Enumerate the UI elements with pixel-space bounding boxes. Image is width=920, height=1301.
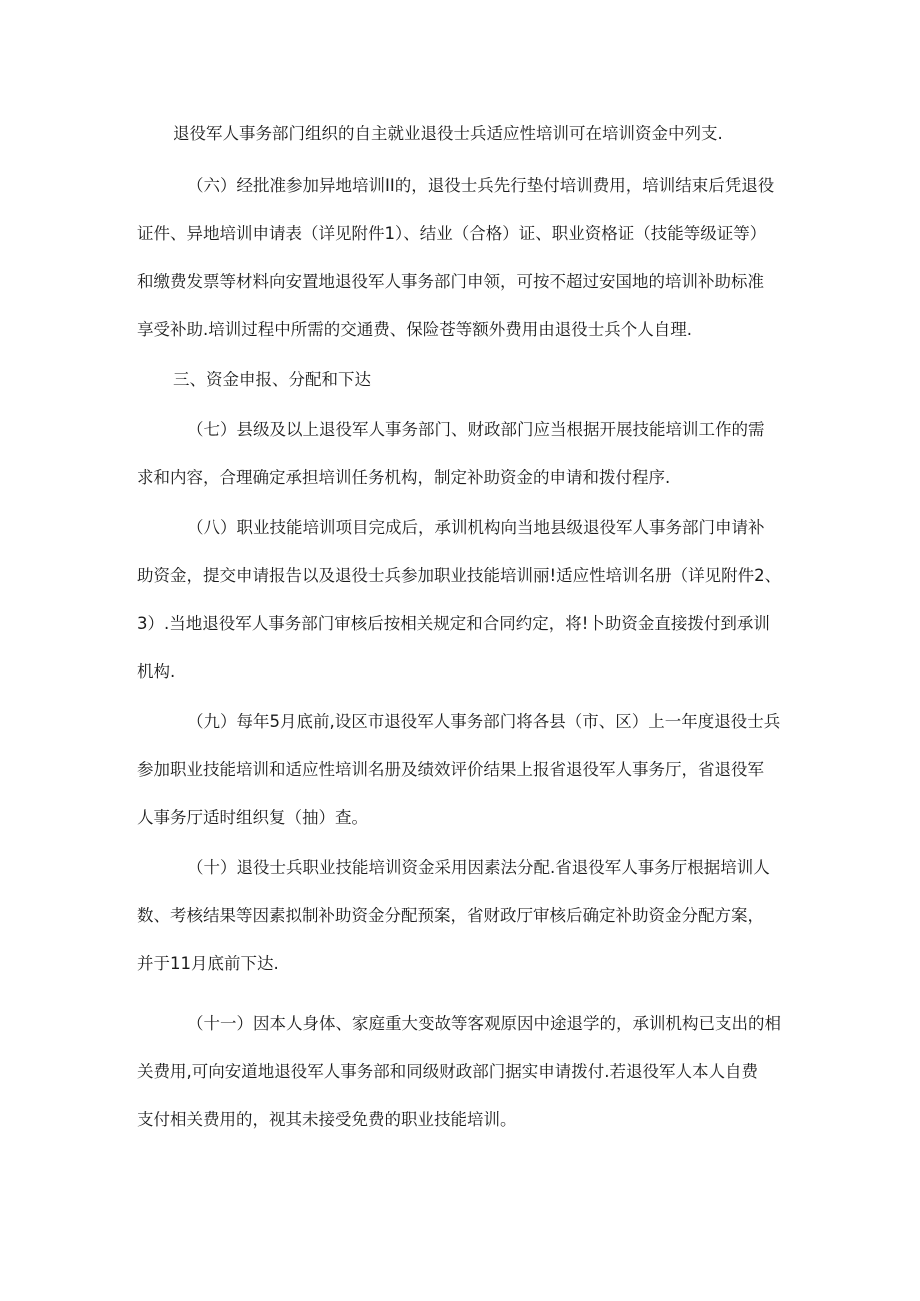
- paragraph-line: 退役军人事务部门组织的自主就业退役士兵适应性培训可在培训资金中列支.: [173, 124, 723, 143]
- paragraph-line: （八）职业技能培训项目完成后，承训机构向当地县级退役军人事务部门申请补: [187, 518, 765, 537]
- paragraph-line: 人事务厅适时组织复（抽）查。: [137, 808, 368, 827]
- paragraph-line: 并于11月底前下达.: [137, 954, 279, 973]
- paragraph-line: （九）每年5月底前,设区市退役军人事务部门将各县（市、区）上一年度退役士兵: [187, 712, 781, 731]
- paragraph-line: 机构.: [137, 662, 176, 681]
- paragraph-line: 证件、异地培训申请表（详见附件1）、结业（合格）证、职业资格证（技能等级证等）: [137, 224, 767, 243]
- paragraph-line: 数、考核结果等因素拟制补助资金分配预案，省财政厅审核后确定补助资金分配方案，: [137, 906, 764, 925]
- paragraph-line: （十）退役士兵职业技能培训资金采用因素法分配.省退役军人事务厅根据培训人: [187, 858, 770, 877]
- paragraph-line: 和缴费发票等材料向安置地退役军人事务部门申领，可按不超过安国地的培训补助标准: [137, 272, 764, 291]
- paragraph-line: 关费用,可向安道地退役军人事务部和同级财政部门据实申请拨付.若退役军人本人自费: [137, 1062, 758, 1081]
- paragraph-line: 参加职业技能培训和适应性培训名册及绩效评价结果上报省退役军人事务厅，省退役军: [137, 760, 764, 779]
- paragraph-line: （六）经批准参加异地培训II的，退役士兵先行垫付培训费用，培训结束后凭退役: [187, 176, 775, 195]
- paragraph-line: （七）县级及以上退役军人事务部门、财政部门应当根据开展技能培训工作的需: [187, 420, 765, 439]
- paragraph-line: 享受补助.培训过程中所需的交通费、保险苍等额外费用由退役士兵个人自理.: [137, 320, 692, 339]
- paragraph-line: 求和内容，合理确定承担培训任务机构，制定补助资金的申请和拨付程序.: [137, 468, 671, 487]
- section-heading: 三、资金申报、分配和下达: [173, 370, 371, 389]
- paragraph-line: 3）.当地退役军人事务部门审核后按相关规定和合同约定，将!卜助资金直接拨付到承训: [137, 614, 770, 633]
- paragraph-line: 支付相关费用的，视其未接受免费的职业技能培训。: [137, 1110, 517, 1129]
- paragraph-line: （十一）因本人身体、家庭重大变故等客观原因中途退学的，承训机构已支出的相: [187, 1014, 781, 1033]
- paragraph-line: 助资金，提交申请报告以及退役士兵参加职业技能培训丽!适应性培训名册（详见附件2、: [137, 566, 782, 585]
